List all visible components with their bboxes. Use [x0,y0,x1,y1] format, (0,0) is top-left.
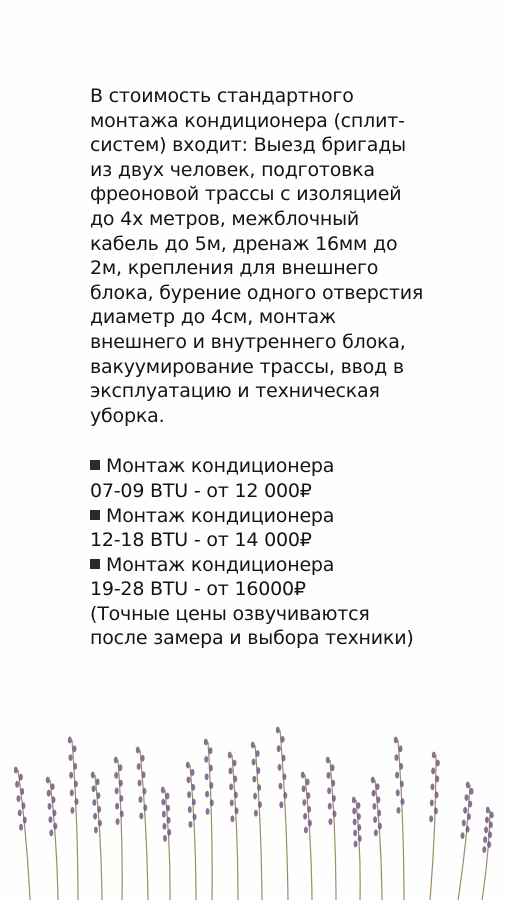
text-block [90,84,430,651]
price-item-title: Монтаж кондиционера [106,455,335,478]
square-bullet-icon [90,559,100,569]
price-list [90,454,430,602]
price-item [90,504,430,553]
square-bullet-icon [90,460,100,470]
intro-paragraph: В стоимость стандартного монтажа кондиционера (сплит-систем) входит: Выезд бригады из двух человек, подготовка фреоновой трассы с изоляцией до 4х метров, межблочный кабель до 5м, дренаж 16мм до 2м, крепления для внешнего блока, бурение одного отверстия диаметр до 4см, монтаж внешнего и внутреннего блока, вакуумирование трассы, ввод в эксплуатацию и техническая уборка. [90,85,424,427]
price-item-title: Монтаж кондиционера [106,504,335,527]
lavender-sprigs-icon [0,720,510,900]
price-item-value: 12-18 BTU - от 14 000₽ [90,529,312,552]
price-note: (Точные цены озвучиваются после замера и выбора техники) [90,602,414,650]
price-item-value: 07-09 BTU - от 12 000₽ [90,479,312,502]
price-item [90,454,430,503]
square-bullet-icon [90,510,100,520]
price-item-value: 19-28 BTU - от 16000₽ [90,578,306,601]
price-item-title: Монтаж кондиционера [106,553,335,576]
price-item [90,553,430,602]
